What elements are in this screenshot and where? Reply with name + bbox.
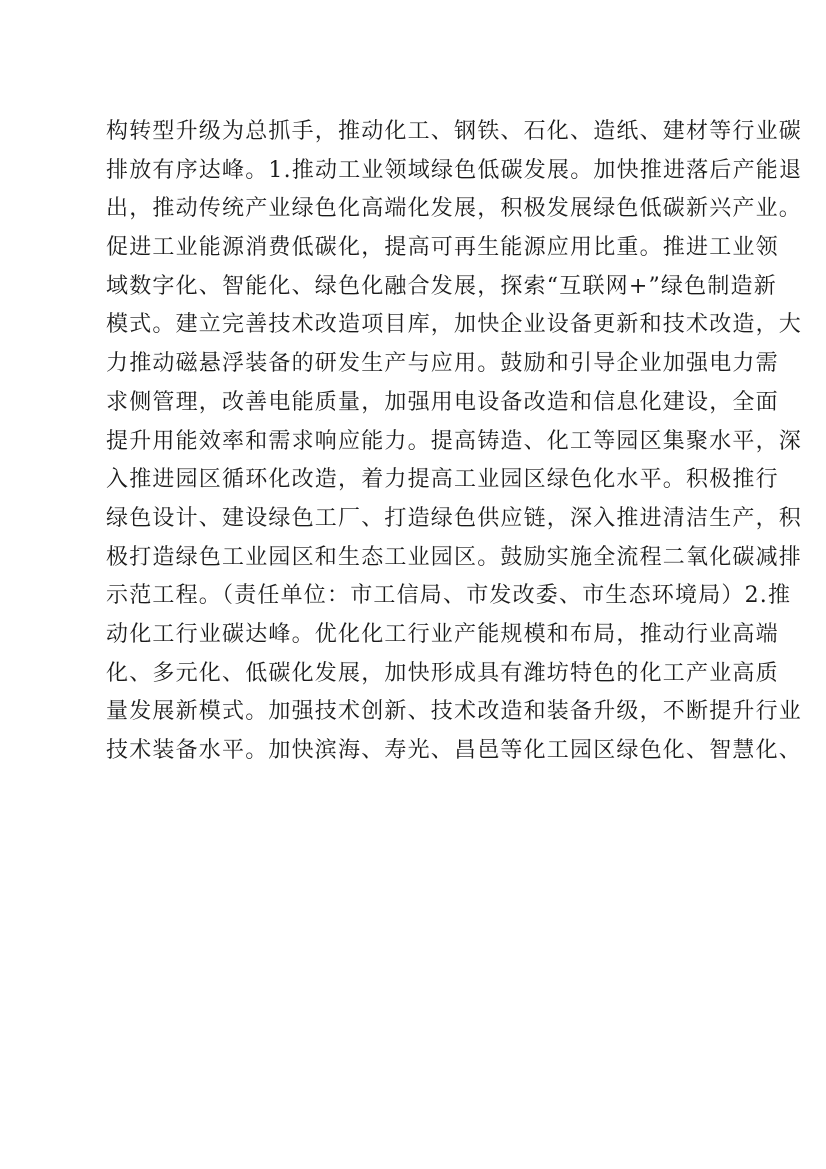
text-line: 示范工程。（责任单位：市工信局、市发改委、市生态环境局）2.推 bbox=[106, 583, 792, 609]
body-paragraph bbox=[106, 113, 803, 771]
text-line: 排放有序达峰。1.推动工业领域绿色低碳发展。加快推进落后产能退 bbox=[106, 157, 803, 183]
text-line: 入推进园区循环化改造，着力提高工业园区绿色化水平。积极推行 bbox=[106, 467, 779, 493]
text-line: 动化工行业碳达峰。优化化工行业产能规模和布局，推动行业高端 bbox=[106, 621, 779, 647]
text-line: 量发展新模式。加强技术创新、技术改造和装备升级，不断提升行业 bbox=[106, 699, 803, 725]
text-line: 促进工业能源消费低碳化，提高可再生能源应用比重。推进工业领 bbox=[106, 235, 779, 261]
text-line: 化、多元化、低碳化发展，加快形成具有潍坊特色的化工产业高质 bbox=[106, 660, 779, 686]
text-line: 构转型升级为总抓手，推动化工、钢铁、石化、造纸、建材等行业碳 bbox=[106, 119, 803, 144]
text-line: 力推动磁悬浮装备的研发生产与应用。鼓励和引导企业加强电力需 bbox=[106, 351, 779, 377]
text-line: 模式。建立完善技术改造项目库，加快企业设备更新和技术改造，大 bbox=[106, 312, 803, 338]
text-line: 极打造绿色工业园区和生态工业园区。鼓励实施全流程二氧化碳减排 bbox=[106, 544, 803, 570]
text-line: 出，推动传统产业绿色化高端化发展，积极发展绿色低碳新兴产业。 bbox=[106, 196, 803, 222]
text-line: 域数字化、智能化、绿色化融合发展，探索“互联网+”绿色制造新 bbox=[106, 273, 777, 299]
text-line: 提升用能效率和需求响应能力。提高铸造、化工等园区集聚水平，深 bbox=[106, 428, 803, 454]
text-line: 求侧管理，改善电能质量，加强用电设备改造和信息化建设，全面 bbox=[106, 389, 779, 415]
text-line: 绿色设计、建设绿色工厂、打造绿色供应链，深入推进清洁生产，积 bbox=[106, 505, 803, 531]
text-line: 技术装备水平。加快滨海、寿光、昌邑等化工园区绿色化、智慧化、 bbox=[106, 738, 803, 763]
